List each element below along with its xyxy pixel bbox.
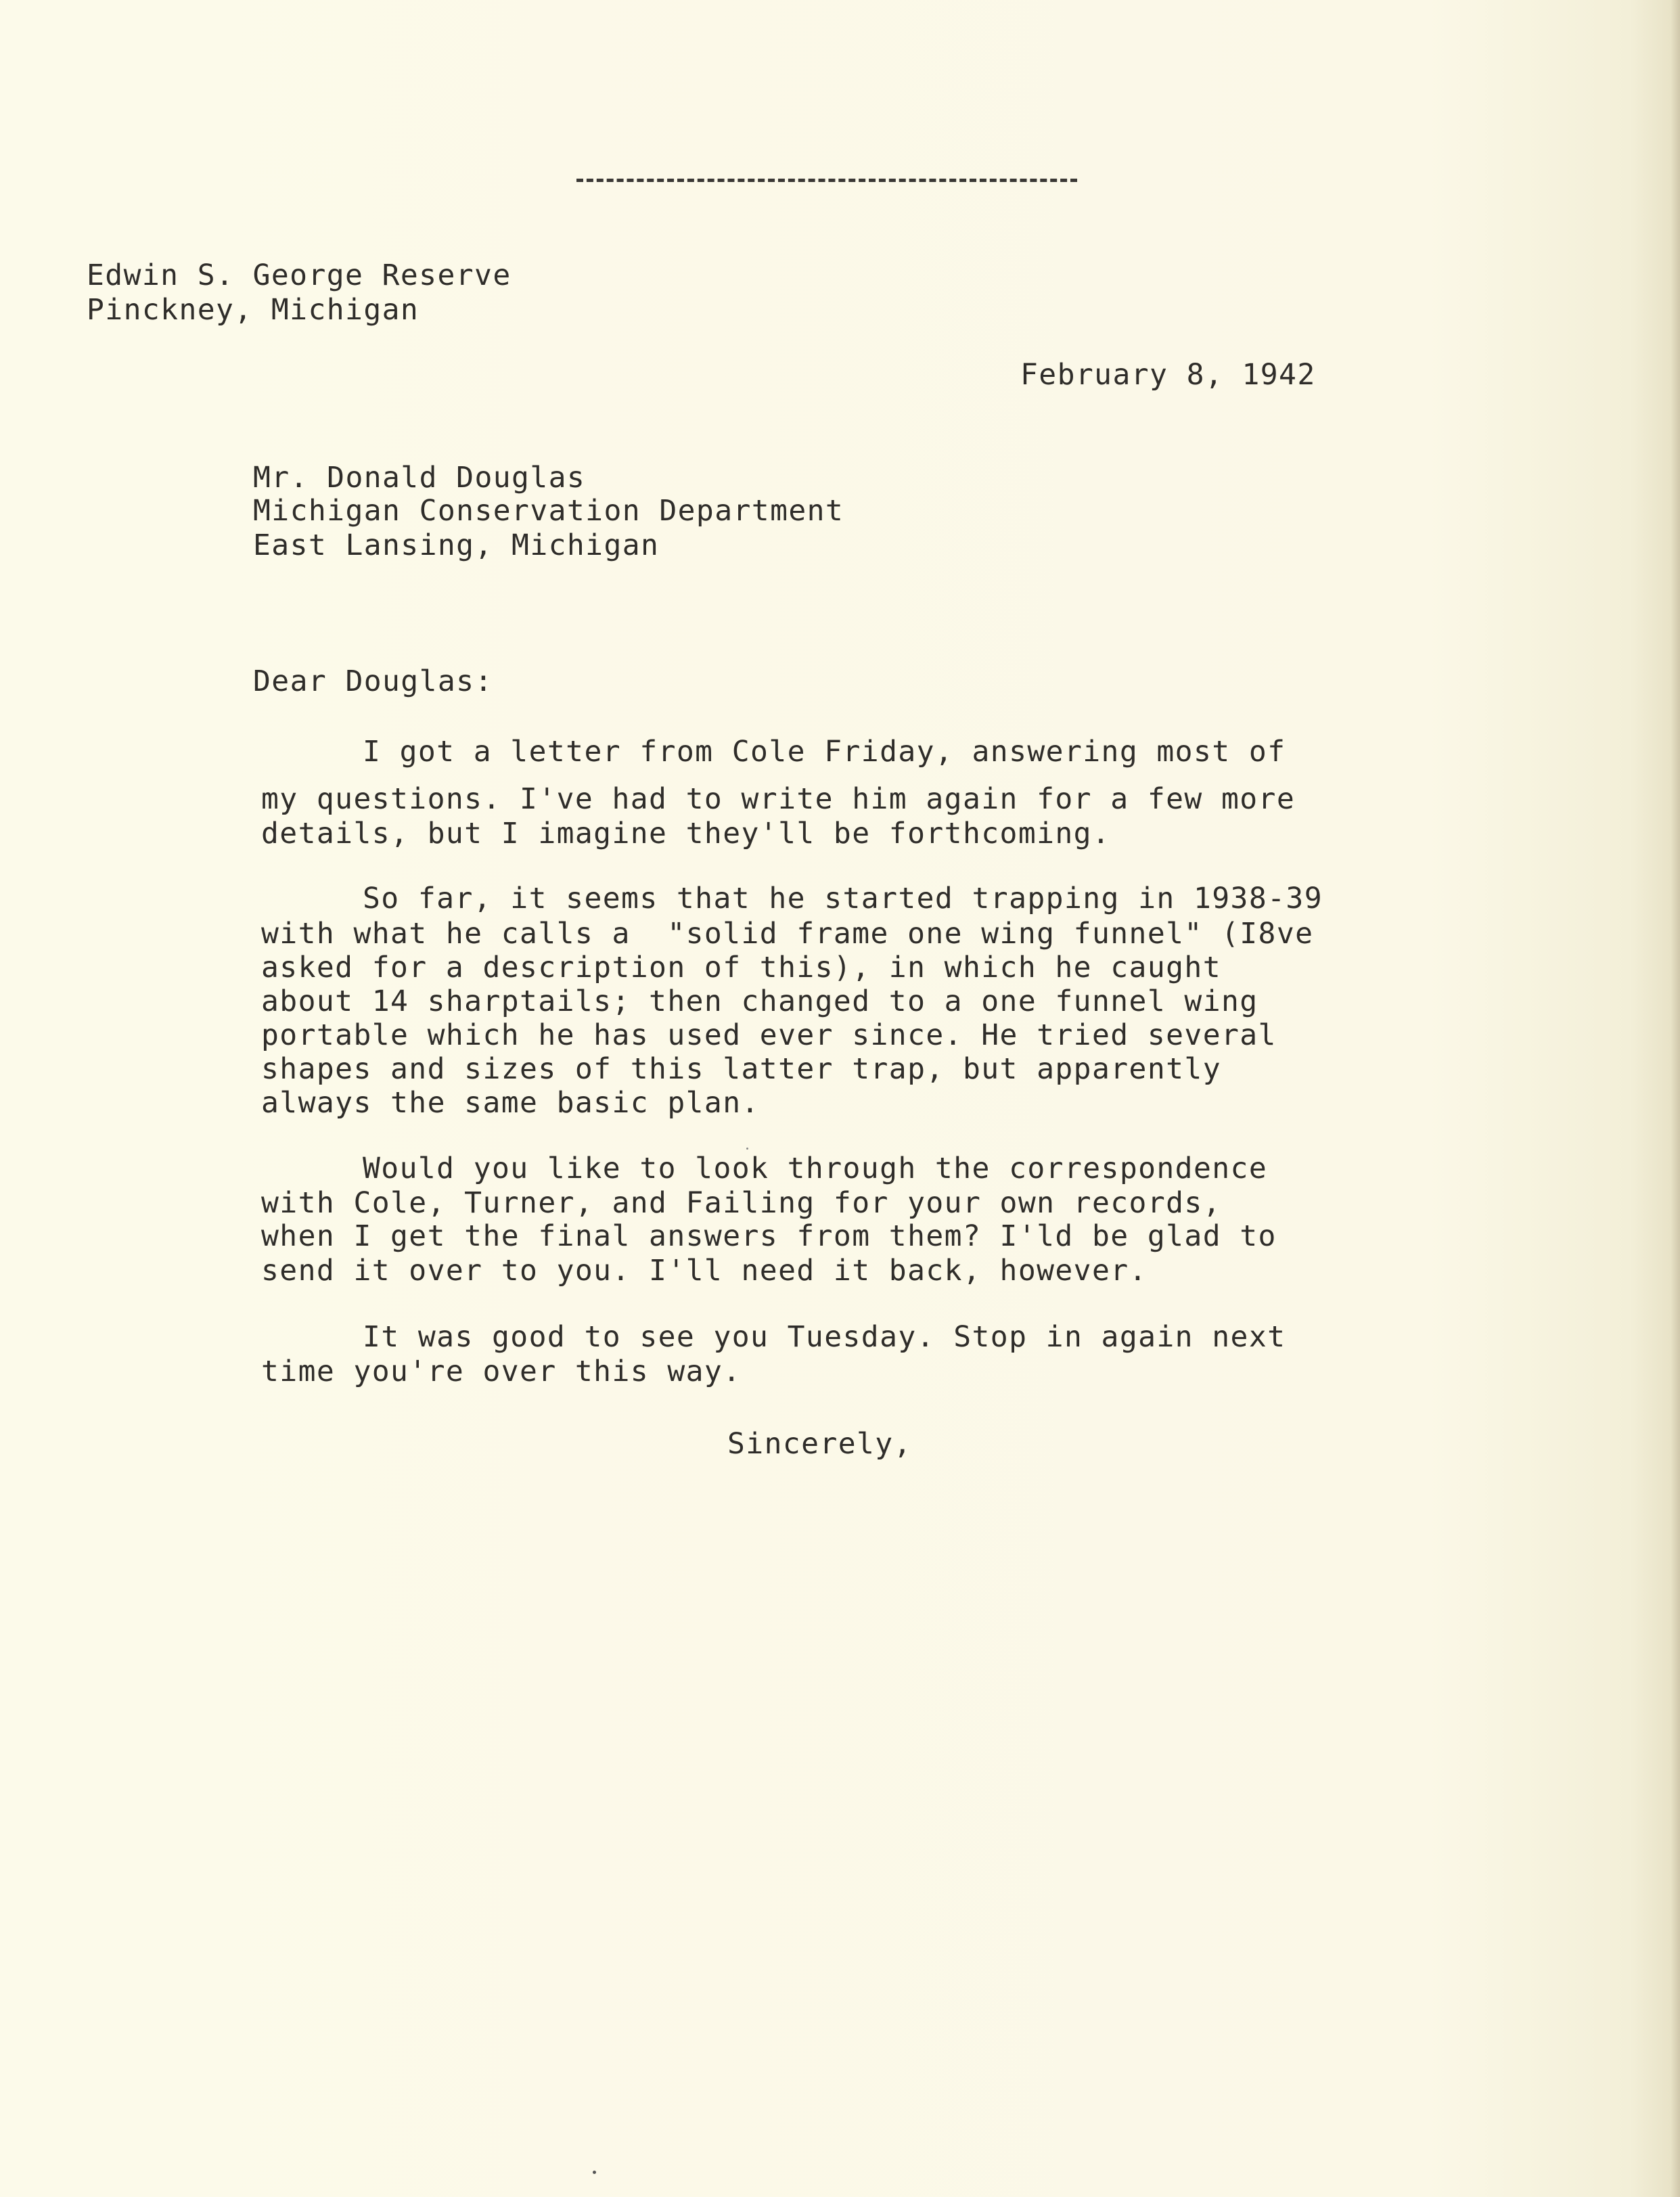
paragraph-line: So far, it seems that he started trapping in 1938-39 (363, 882, 1323, 915)
recipient-line-1: Mr. Donald Douglas (253, 461, 586, 495)
paragraph-line: I got a letter from Cole Friday, answering most of (363, 735, 1286, 769)
letter-date: February 8, 1942 (1020, 358, 1316, 392)
salutation: Dear Douglas: (253, 664, 493, 698)
paragraph-line: time you're over this way. (261, 1355, 742, 1388)
paper-speck (593, 2171, 596, 2174)
paragraph-line: when I get the final answers from them? I'ld be glad to (261, 1219, 1277, 1253)
recipient-line-2: Michigan Conservation Department (253, 494, 844, 528)
paragraph-line: about 14 sharptails; then changed to a one funnel wing (261, 984, 1258, 1018)
paragraph-line: always the same basic plan. (261, 1086, 760, 1120)
paragraph-line: asked for a description of this), in which he caught (261, 951, 1221, 984)
paragraph-line: with what he calls a "solid frame one wing funnel" (I8ve (261, 917, 1314, 951)
sender-line-2: Pinckney, Michigan (87, 293, 419, 327)
paragraph-line: It was good to see you Tuesday. Stop in again next (363, 1320, 1286, 1354)
paragraph-line: with Cole, Turner, and Failing for your own records, (261, 1186, 1221, 1220)
page-edge-shadow (1671, 0, 1680, 2197)
paper-speck (746, 1148, 748, 1150)
paragraph-line: my questions. I've had to write him again for a few more (261, 782, 1296, 816)
paragraph-line: send it over to you. I'll need it back, however. (261, 1254, 1148, 1288)
paragraph-line: portable which he has used ever since. He tried several (261, 1018, 1277, 1052)
sender-line-1: Edwin S. George Reserve (87, 258, 512, 292)
paragraph-line: details, but I imagine they'll be forthcoming. (261, 817, 1111, 851)
separator-rule (576, 179, 1077, 182)
paragraph-line: shapes and sizes of this latter trap, but apparently (261, 1052, 1221, 1086)
recipient-line-3: East Lansing, Michigan (253, 528, 660, 562)
paragraph-line: Would you like to look through the correspondence (363, 1152, 1268, 1185)
closing: Sincerely, (727, 1427, 912, 1461)
